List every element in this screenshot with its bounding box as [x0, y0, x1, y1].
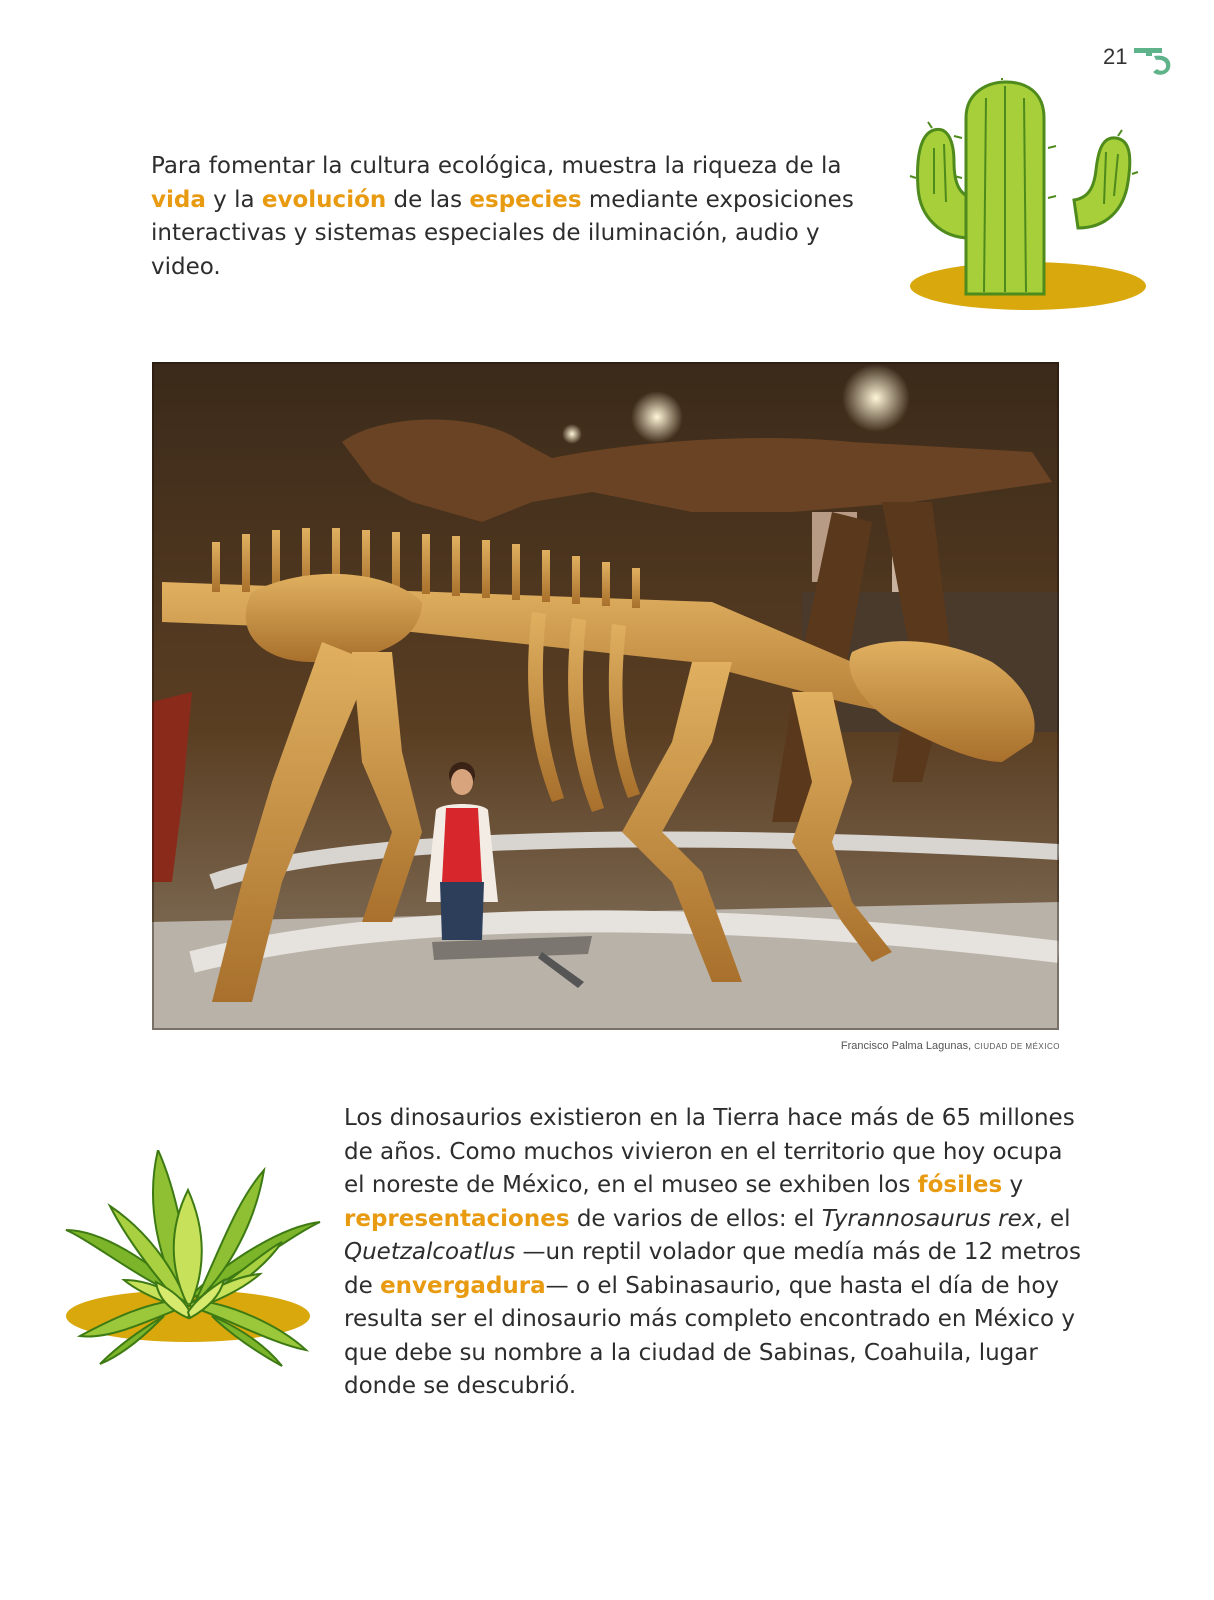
book-logo-icon	[1132, 44, 1174, 78]
highlight-term: especies	[469, 186, 582, 213]
species-name: Tyrannosaurus rex	[821, 1205, 1036, 1232]
highlight-term: envergadura	[380, 1272, 546, 1299]
museum-dinosaur-photo	[152, 362, 1059, 1030]
body-paragraph: Los dinosaurios existieron en la Tierra hace más de 65 millones de años. Como muchos vivieron en el territorio que hoy ocupa el noreste de México, en el museo se exhiben los fósiles y representaciones de varios de ellos: el Tyrannosaurus rex, el Quetzalcoatlus —un reptil volador que medía más de 12 metros de envergadura— o el Sabinasaurio, que hasta el día de hoy resulta ser el dinosaurio más completo encontrado en México y que debe su nombre a la ciudad de Sabinas, Coahuila, lugar donde se descubrió.	[344, 1105, 1081, 1399]
species-name: Quetzalcoatlus	[344, 1239, 516, 1265]
highlight-term: fósiles	[917, 1172, 1003, 1198]
highlight-term: evolución	[261, 186, 387, 213]
cactus-illustration	[902, 78, 1154, 322]
highlight-term: representaciones	[344, 1205, 570, 1232]
page-number: 21	[1103, 44, 1128, 69]
highlight-term: vida	[151, 186, 206, 213]
photo-credit: Francisco Palma Lagunas, CIUDAD DE MÉXICO	[840, 1040, 1060, 1052]
agave-illustration	[60, 1150, 326, 1372]
intro-paragraph: Para fomentar la cultura ecológica, muestra la riqueza de la vida y la evolución de las especies mediante exposiciones interactivas y sistemas especiales de iluminación, audio y video.	[151, 153, 854, 280]
